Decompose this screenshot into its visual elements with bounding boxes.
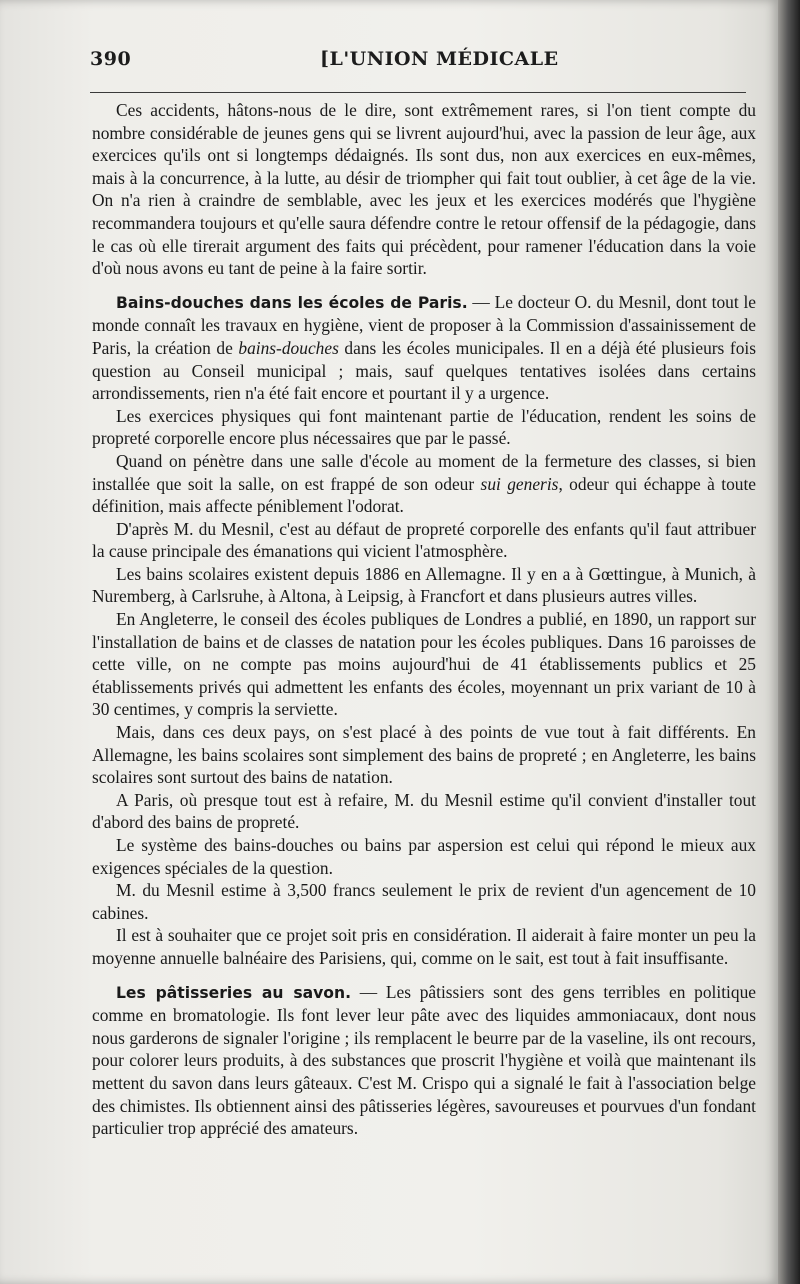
section-bains-douches xyxy=(92,291,756,405)
bains-intro-italic: bains-douches xyxy=(238,337,339,358)
bains-intro-end: dans les écoles municipales. Il en a déjà été plusieurs fois question au Conseil municipal ; mais, sauf quelques tentatives isolées dans certains arrondissements, rien n'a été fait encore et pourtant il y a urgence. xyxy=(92,337,756,404)
odeur-italic: sui generis xyxy=(480,473,559,494)
section-patisseries xyxy=(92,981,756,1140)
paragraph-paris: A Paris, où presque tout est à refaire, M. du Mesnil estime qu'il convient d'installer tout d'abord des bains de propreté. xyxy=(92,789,756,833)
binding-gutter xyxy=(778,0,800,1284)
paragraph-mesnil-defaut: D'après M. du Mesnil, c'est au défaut de propreté corporelle des enfants qu'il faut attribuer la cause principale des émanations qui vicient l'atmosphère. xyxy=(92,518,756,562)
paragraph-systeme: Le système des bains-douches ou bains par aspersion est celui qui répond le mieux aux exigences spéciales de la question. xyxy=(92,835,756,878)
running-title: [L'UNION MÉDICALE xyxy=(320,48,559,70)
paragraph-angleterre: En Angleterre, le conseil des écoles publiques de Londres a publié, en 1890, un rapport sur l'installation de bains et de classes de natation pour les écoles publiques. Dans 16 paroisses de cette ville, on ne compte pas moins aujourd'hui de 41 établissements publics et 25 établissements privés qui admettent les enfants des écoles, moyennant un prix variant de 10 à 30 centimes, y compris la serviette. xyxy=(92,609,756,720)
paragraph-exercices: Les exercices physiques qui font maintenant partie de l'éducation, rendent les soins de propreté corporelle encore plus nécessaires que par le passé. xyxy=(92,405,756,449)
paragraph-deux-pays: Mais, dans ces deux pays, on s'est placé à des points de vue tout à fait différents. En Allemagne, les bains scolaires sont simplement des bains de propreté ; en Angleterre, les bains scolaires sont surtout des bains de natation. xyxy=(92,722,756,788)
section-heading-patisseries: Les pâtisseries au savon. xyxy=(116,983,352,1002)
page-header xyxy=(88,44,748,76)
page-number: 390 xyxy=(90,48,132,70)
patisseries-text: — Les pâtissiers sont des gens terribles en politique comme en bromatologie. Ils font lever leur pâte avec des liquides ammoniacaux, dont nous nous garderons de signaler l'origine ; ils remplacent le beurre par de la vaseline, ils ont recours, pour colorer leurs produits, à des substances que proscrit l'hygiène et voilà que maintenant ils mettent du savon dans leurs gâteaux. C'est M. Crispo qui a signalé le fait à l'association belge des chimistes. Ils obtiennent ainsi des pâtisseries légères, savoureuses et pourvues d'un fondant particulier trop apprécié des amateurs. xyxy=(92,981,756,1139)
paragraph-odeur xyxy=(92,450,756,518)
paragraph-souhait: Il est à souhaiter que ce projet soit pris en considération. Il aiderait à faire monter un peu la moyenne annuelle balnéaire des Parisiens, qui, comme on le sait, est tout à fait insuffisante. xyxy=(92,925,756,968)
bains-intro: — Le docteur O. du Mesnil, dont tout le monde connaît les travaux en hygiène, vient de proposer à la Commission d'assainissement de Paris, la création de xyxy=(92,291,757,358)
odeur-end: , odeur qui échappe à toute définition, mais affecte péniblement l'odorat. xyxy=(92,473,757,517)
section-heading-bains: Bains-douches dans les écoles de Paris. xyxy=(116,293,468,312)
paragraph-allemagne: Les bains scolaires existent depuis 1886 en Allemagne. Il y en a à Gœttingue, à Munich, à Nuremberg, à Carlsruhe, à Altona, à Leipsig, à Francfort et dans plusieurs autres villes. xyxy=(92,563,756,607)
paragraph-accidents: Ces accidents, hâtons-nous de le dire, sont extrêmement rares, si l'on tient compte du nombre considérable de jeunes gens qui se livrent aujourd'hui, avec la passion de leur âge, aux exercices qu'ils ont si longtemps dédaignés. Ils sont dus, non aux exercices en eux-mêmes, mais à la concurrence, à la lutte, au désir de triompher qui fait tout oublier, à cet âge de la vie. On n'a rien à craindre de semblable, avec les jeux et les exercices modérés que l'hygiène recommandera toujours et qu'elle saura défendre contre le retour offensif de la pédagogie, dans le cas où elle tirerait argument des faits qui précèdent, pour ramener l'éducation dans la voie d'où nous avons eu tant de peine à la faire sortir. xyxy=(92,100,756,279)
odeur-start: Quand on pénètre dans une salle d'école au moment de la fermeture des classes, si bien installée que soit la salle, on est frappé de son odeur xyxy=(92,450,756,494)
paragraph-prix: M. du Mesnil estime à 3,500 francs seulement le prix de revient d'un agencement de 10 cabines. xyxy=(92,880,756,923)
header-rule xyxy=(90,92,746,93)
article-body xyxy=(92,99,756,1140)
